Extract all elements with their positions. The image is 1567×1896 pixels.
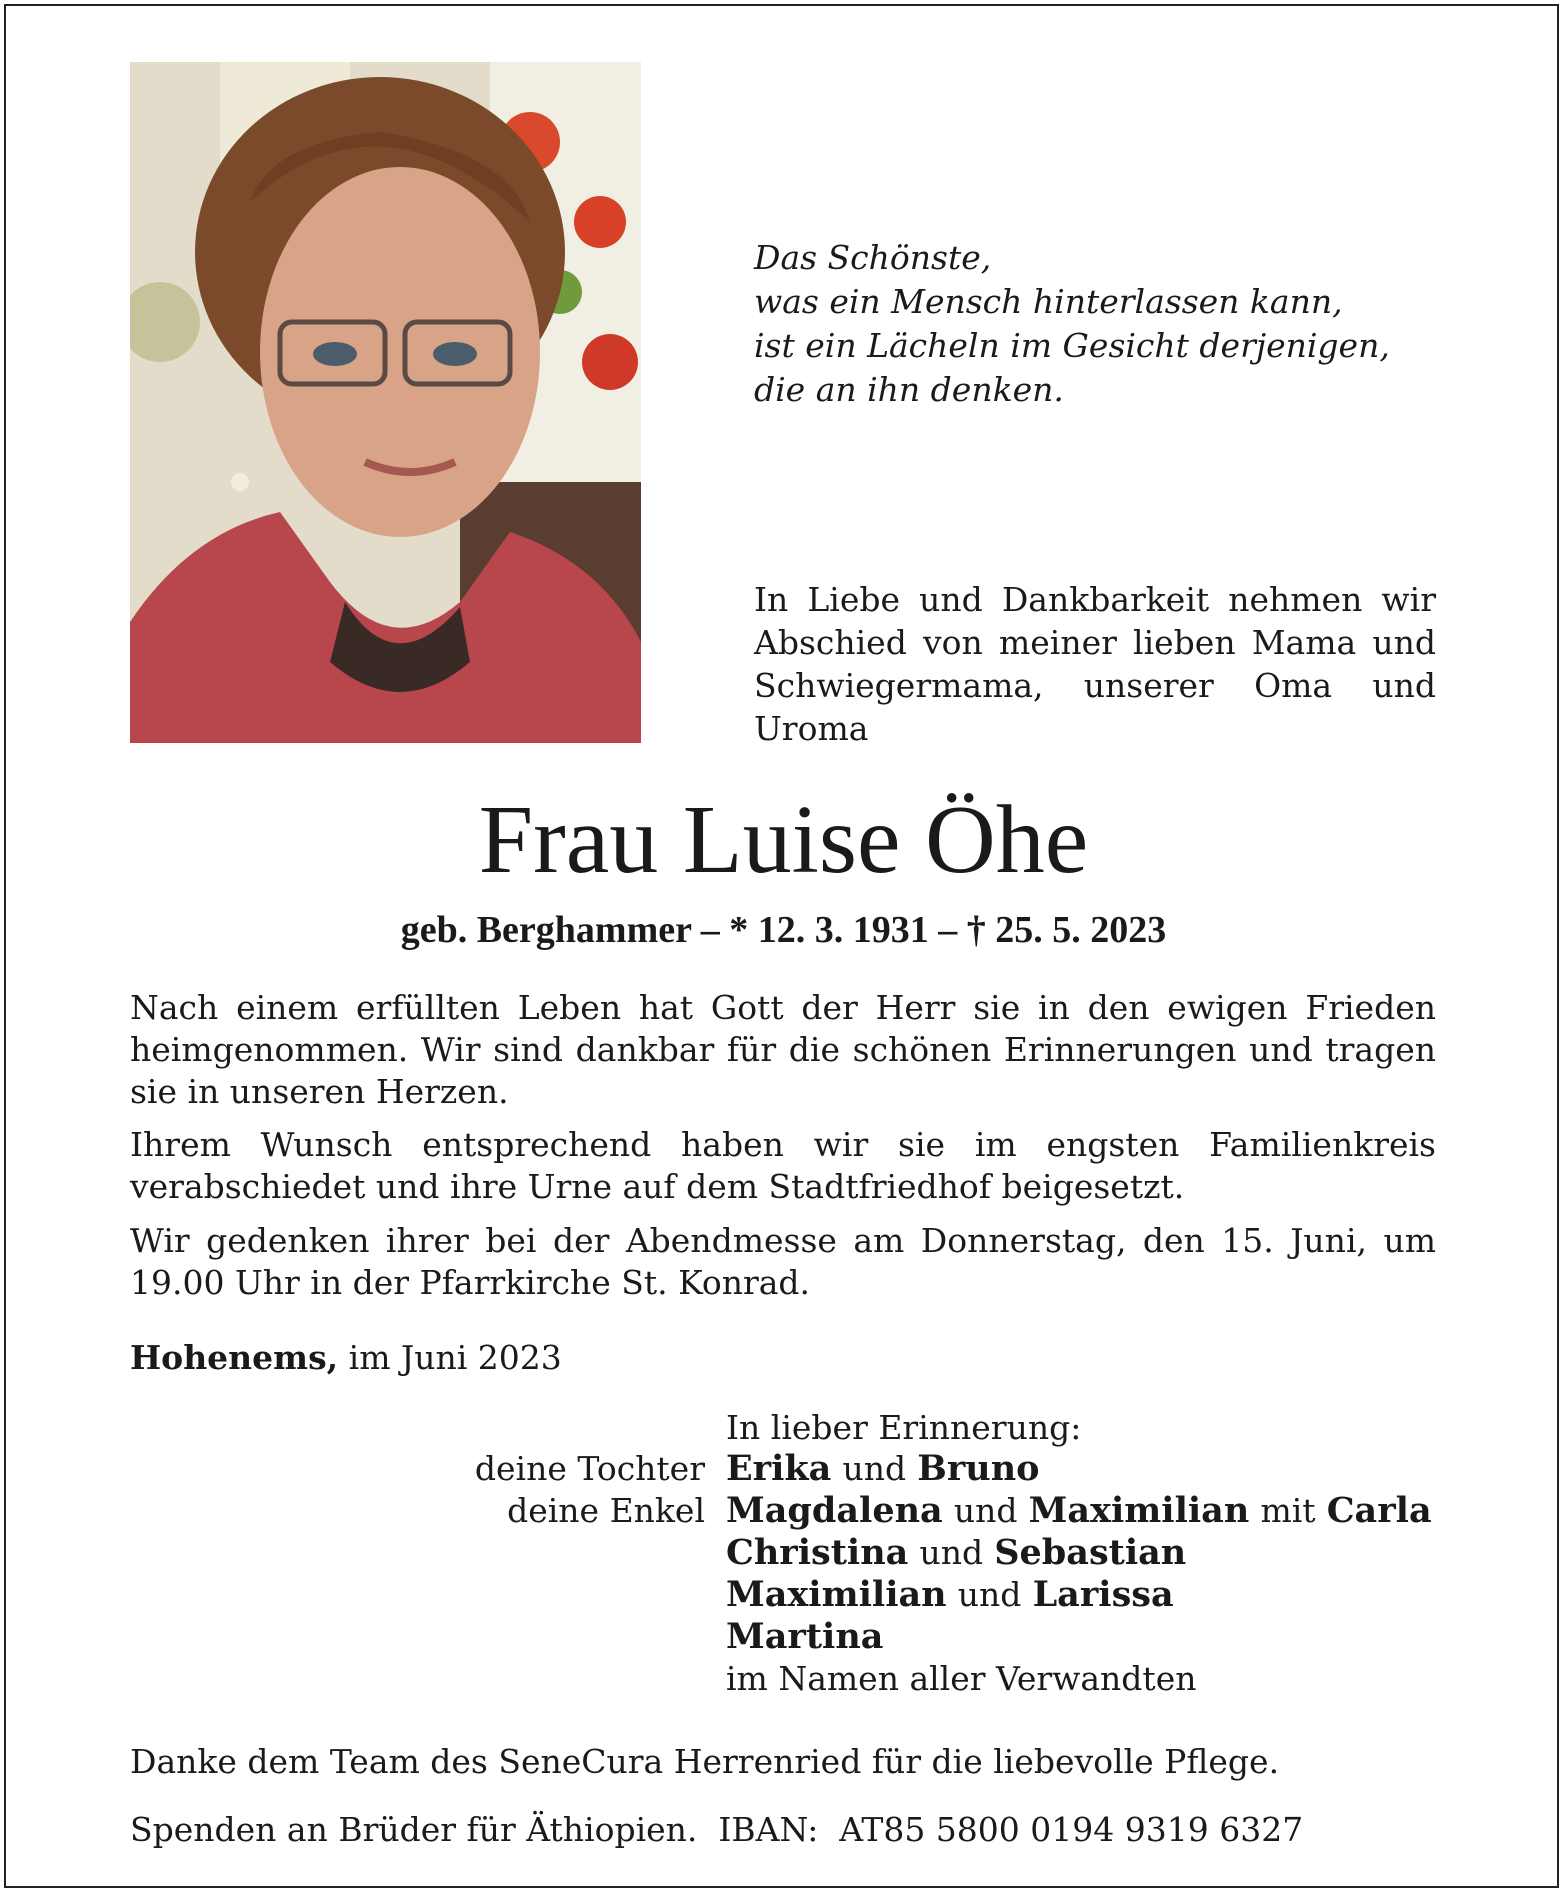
mourner-name: Carla	[1326, 1490, 1432, 1531]
quote-line: Das Schönste,	[754, 238, 992, 277]
connector: und	[842, 1449, 907, 1488]
birth-death-dates: geb. Berghammer – * 12. 3. 1931 – † 25. 5. 2023	[400, 909, 1167, 951]
mourners-names	[726, 1448, 1432, 1700]
paragraph-mass: Wir gedenken ihrer bei der Abendmesse am Donnerstag, den 15. Juni, um 19.00 Uhr in der Pfarrkirche St. Konrad.	[130, 1221, 1436, 1302]
mourner-name: Maximilian	[1028, 1490, 1250, 1531]
connector: und	[953, 1491, 1018, 1530]
mourner-line	[726, 1448, 1432, 1490]
place-date	[130, 1336, 562, 1380]
quote-line: die an ihn denken.	[754, 370, 1064, 409]
mourner-line	[726, 1490, 1432, 1532]
connector: und	[919, 1533, 984, 1572]
mourner-name: Erika	[726, 1448, 832, 1489]
deceased-name: Frau Luise Öhe	[478, 786, 1089, 894]
mourner-name: Bruno	[917, 1448, 1040, 1489]
portrait-photo-icon	[130, 62, 641, 743]
mourner-name: Larissa	[1032, 1574, 1174, 1615]
quote-line: was ein Mensch hinterlassen kann,	[754, 282, 1343, 321]
memorial-quote	[754, 236, 1454, 412]
portrait-photo	[130, 62, 641, 743]
mourner-name: Martina	[726, 1616, 884, 1657]
connector: mit	[1260, 1491, 1316, 1530]
connector: und	[957, 1575, 1022, 1614]
mourner-name: Magdalena	[726, 1490, 943, 1531]
mourners-heading: In lieber Erinnerung:	[726, 1408, 1082, 1447]
paragraph-burial: Ihrem Wunsch entsprechend haben wir sie im engsten Familienkreis verabschiedet und ihre Urne auf dem Stadtfriedhof beigesetzt.	[130, 1125, 1436, 1206]
mourner-line	[726, 1574, 1432, 1616]
mourner-line	[726, 1616, 1432, 1658]
place-month: im Juni 2023	[348, 1338, 562, 1377]
mourners-closing: im Namen aller Verwandten	[726, 1659, 1197, 1698]
quote-line: ist ein Lächeln im Gesicht derjenigen,	[754, 326, 1390, 365]
relation-daughter: deine Tochter	[474, 1449, 705, 1488]
paragraph-life: Nach einem erfüllten Leben hat Gott der Herr sie in den ewigen Frieden heimgenommen. Wir sind dankbar für die schönen Erinnerungen und tragen sie in unseren Herzen.	[130, 988, 1436, 1111]
mourner-line	[726, 1532, 1432, 1574]
donation-line: Spenden an Brüder für Äthiopien. IBAN: AT85 5800 0194 9319 6327	[130, 1810, 1304, 1849]
mourner-name: Christina	[726, 1532, 909, 1573]
thanks-line: Danke dem Team des SeneCura Herrenried für die liebevolle Pflege.	[130, 1742, 1280, 1781]
relation-grandchildren: deine Enkel	[507, 1491, 705, 1530]
place-city: Hohenems,	[130, 1338, 339, 1377]
mourner-name: Sebastian	[994, 1532, 1187, 1573]
intro-text: In Liebe und Dankbarkeit nehmen wir Abschied von meiner lieben Mama und Schwiegermama, unserer Oma und Uroma	[754, 580, 1436, 748]
mourner-name: Maximilian	[726, 1574, 947, 1615]
